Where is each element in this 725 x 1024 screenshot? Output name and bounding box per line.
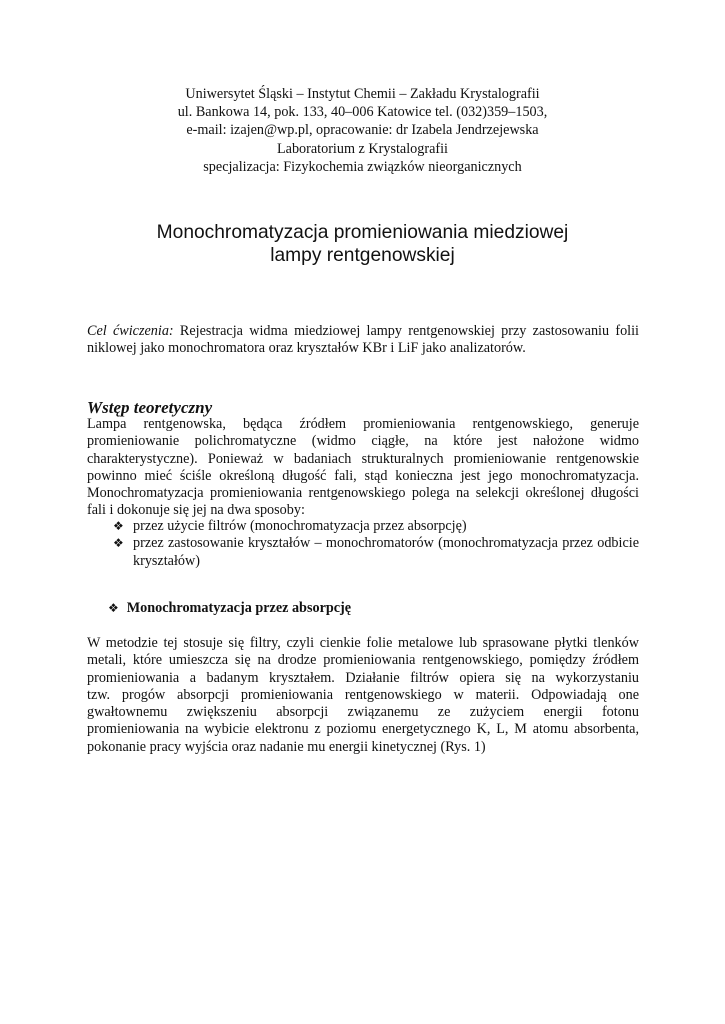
exercise-goal — [87, 323, 639, 358]
intro-paragraph — [87, 416, 639, 520]
goal-colon: : — [168, 323, 174, 339]
paragraph-line: fali i dokonuje się jej na dwa sposoby: — [87, 502, 305, 519]
paragraph-line: metali, które umieszcza się na drodze promieniowania rentgenowskiego, pomiędzy źródłem — [87, 652, 639, 669]
sub-heading-text: Monochromatyzacja przez absorpcję — [126, 600, 352, 616]
diamond-bullet-icon: ❖ — [113, 536, 124, 551]
paragraph-line: tzw. progów absorpcji promieniowania rentgenowskiego w materii. Odpowiadają one — [87, 686, 639, 703]
diamond-bullet-icon: ❖ — [113, 519, 124, 533]
document-title — [0, 221, 725, 267]
section-heading-absorption — [108, 600, 351, 617]
absorption-paragraph — [87, 635, 639, 756]
list-item — [113, 518, 639, 535]
paragraph-line: pokonanie pracy wyjścia oraz nadanie mu energii kinetycznej (Rys. 1) — [87, 738, 486, 755]
paragraph-line: promieniowania a badanym kryształem. Działanie filtrów opiera się na wykorzystaniu — [87, 669, 639, 686]
section-heading-intro: Wstęp teoretyczny — [87, 398, 213, 417]
paragraph-line: Lampa rentgenowska, będąca źródłem promieniowania rentgenowskiego, generuje — [87, 416, 639, 432]
list-item — [113, 535, 639, 570]
header-line: e-mail: izajen@wp.pl, opracowanie: dr Izabela Jendrzejewska — [186, 122, 539, 139]
paragraph-line: charakterystyczne). Ponieważ w badaniach strukturalnych promieniowanie rentgenowskie — [87, 450, 639, 467]
paragraph-line: gwałtownemu zwiększeniu absorpcji związanemu ze zużyciem energii fotonu — [87, 704, 639, 721]
title-line: Monochromatyzacja promieniowania miedziowej — [156, 222, 569, 243]
header-line: Uniwersytet Śląski – Instytut Chemii – Zakładu Krystalografii — [185, 86, 540, 102]
paragraph-line: promieniowanie polichromatyczne (widmo ciągłe, na które jest nałożone widmo — [87, 433, 639, 450]
paragraph-line: powinno mieć ściśle określoną długość fali, stąd konieczna jest jego monochromatyzacja. — [87, 467, 639, 484]
list-item-text: przez użycie filtrów (monochromatyzacja przez absorpcję) — [133, 518, 467, 534]
diamond-bullet-icon: ❖ — [108, 601, 119, 615]
header-line: ul. Bankowa 14, pok. 133, 40–006 Katowice tel. (032)359–1503, — [177, 104, 548, 121]
header-line: Laboratorium z Krystalografii — [277, 140, 448, 157]
list-item-text: przez zastosowanie kryształów – monochromatorów (monochromatyzacja przez odbicie kryształów) — [133, 535, 639, 569]
goal-label: Cel ćwiczenia — [87, 323, 169, 339]
method-list — [113, 518, 639, 570]
paragraph-line: W metodzie tej stosuje się filtry, czyli cienkie folie metalowe lub sprasowane płytki tlenków — [87, 635, 639, 651]
title-line: lampy rentgenowskiej — [270, 245, 455, 266]
paragraph-line: Monochromatyzacja promieniowania rentgenowskiego polega na selekcji określonej długości — [87, 485, 639, 502]
paragraph-line: promieniowania na wybicie elektronu z poziomu energetycznego K, L, M atomu absorbenta, — [87, 721, 639, 738]
goal-text: Rejestracja widma miedziowej lampy rentgenowskiej przy zastosowaniu folii niklowej jako monochromatora oraz kryształów KBr i LiF jako analizatorów. — [87, 323, 640, 357]
header-line: specjalizacja: Fizykochemia związków nieorganicznych — [203, 158, 522, 175]
institution-header — [0, 85, 725, 176]
